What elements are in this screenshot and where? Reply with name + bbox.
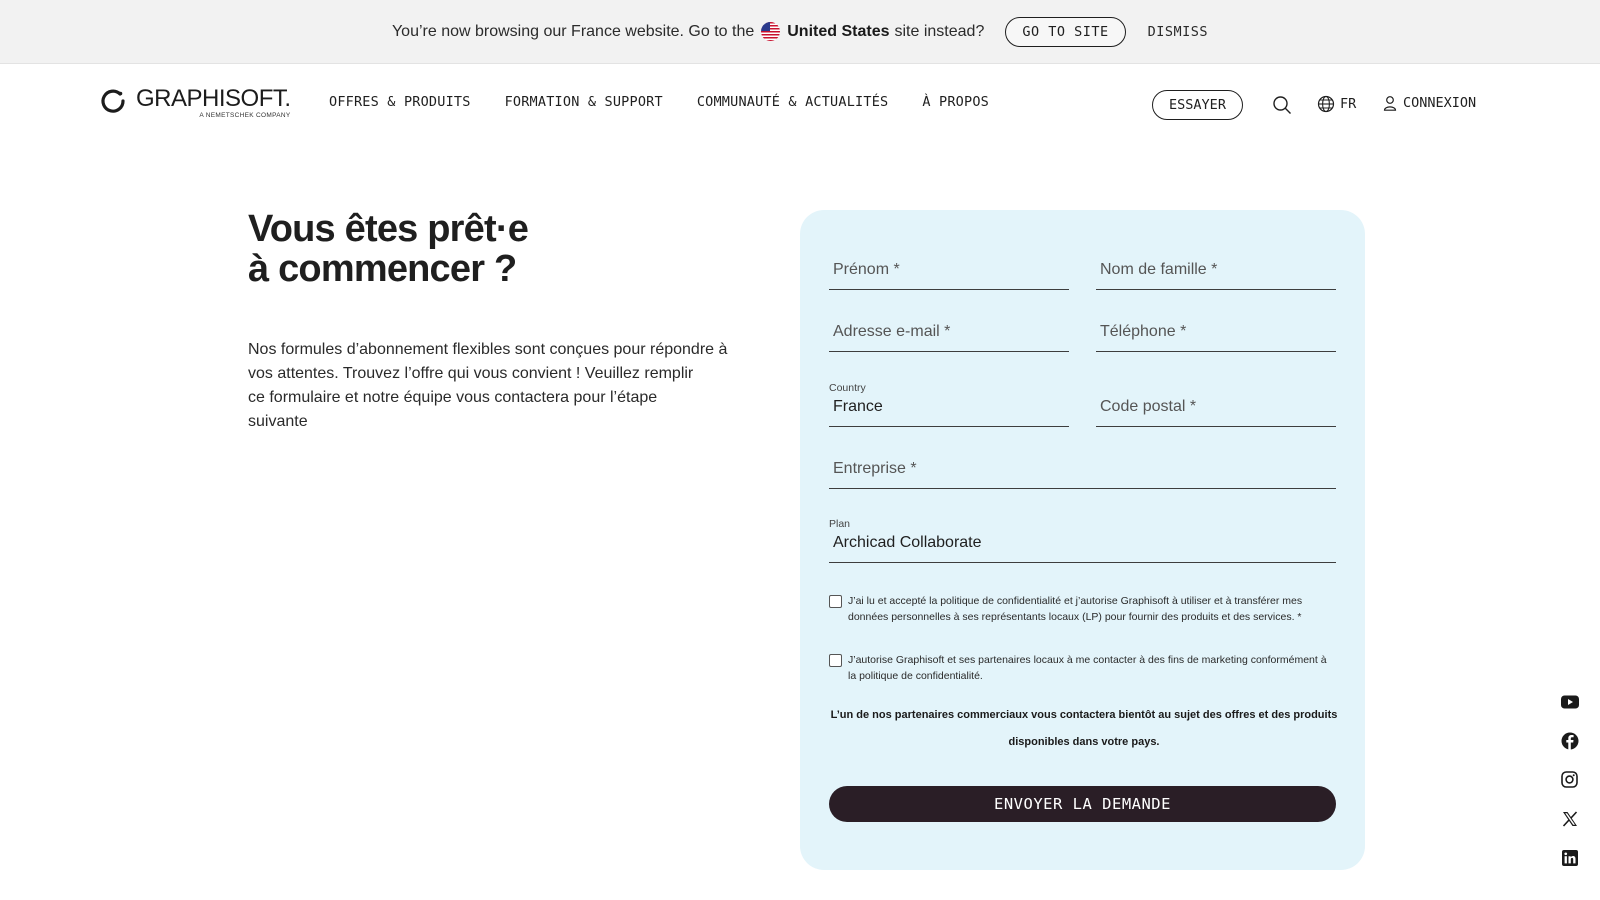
marketing-consent-checkbox[interactable] [829, 654, 842, 667]
page-title-line-1: Vous êtes prêt·e [248, 208, 529, 250]
menu-a-propos[interactable]: À PROPOS [922, 94, 989, 110]
submit-button[interactable]: ENVOYER LA DEMANDE [829, 786, 1336, 822]
search-icon[interactable] [1272, 95, 1292, 115]
banner-message [392, 22, 984, 41]
x-icon[interactable] [1560, 809, 1579, 828]
phone-field[interactable] [1096, 310, 1336, 352]
login-link[interactable] [1383, 95, 1476, 111]
last-name-field[interactable] [1096, 248, 1336, 290]
marketing-consent-text [848, 652, 1334, 684]
menu-offres-produits[interactable]: OFFRES & PRODUITS [329, 94, 471, 110]
country-select[interactable] [829, 382, 1069, 427]
contact-form [800, 210, 1365, 870]
plan-label: Plan [829, 518, 851, 530]
marketing-consent [829, 652, 1334, 684]
intro-line-2: vos attentes. Trouvez l’offre qui vous convient ! Veuillez remplir [248, 365, 694, 382]
privacy-consent-checkbox[interactable] [829, 595, 842, 608]
graphisoft-logo[interactable] [100, 87, 291, 119]
banner-country: United States [787, 22, 890, 40]
language-selector[interactable] [1317, 95, 1356, 113]
postal-code-placeholder: Code postal * [1100, 398, 1197, 415]
privacy-consent-line-1: J’ai lu et accepté la politique de confidentialité et j’autorise Graphisoft à utiliser et à transférer mes [848, 595, 1303, 607]
menu-communaute-actualites[interactable]: COMMUNAUTÉ & ACTUALITÉS [696, 94, 889, 110]
first-name-placeholder: Prénom * [833, 261, 900, 278]
partner-note-line-2: disponibles dans votre pays. [1008, 736, 1160, 748]
logo-mark-icon [100, 88, 126, 114]
privacy-consent-line-2: données personnelles à ses représentants locaux (LP) pour fournir des produits et des services. * [848, 611, 1302, 623]
page-title-line-2: à commencer ? [248, 248, 517, 290]
privacy-consent [829, 593, 1334, 625]
facebook-icon[interactable] [1560, 731, 1579, 750]
marketing-consent-line-1: J’autorise Graphisoft et ses partenaires locaux à me contacter à des fins de marketing conformément à [848, 654, 1327, 666]
intro-line-1: Nos formules d’abonnement flexibles sont conçues pour répondre à [248, 341, 728, 358]
privacy-consent-text [848, 593, 1334, 625]
partner-contact-note [829, 702, 1339, 756]
postal-code-field[interactable] [1096, 385, 1336, 427]
user-icon [1383, 95, 1397, 111]
email-placeholder: Adresse e-mail * [833, 323, 951, 340]
try-button[interactable]: ESSAYER [1152, 90, 1243, 120]
marketing-consent-line-2: la politique de confidentialité. [848, 670, 983, 682]
instagram-icon[interactable] [1560, 770, 1579, 789]
first-name-field[interactable] [829, 248, 1069, 290]
logo-name: GRAPHISOFT. [136, 85, 291, 112]
country-value: France [833, 398, 883, 415]
last-name-placeholder: Nom de famille * [1100, 261, 1218, 278]
go-to-site-button[interactable]: GO TO SITE [1005, 17, 1125, 47]
social-links [1560, 692, 1579, 867]
plan-value: Archicad Collaborate [833, 534, 982, 551]
logo-subtitle: A NEMETSCHEK COMPANY [199, 112, 291, 119]
main-menu [329, 94, 989, 110]
company-field[interactable] [829, 447, 1336, 489]
banner-text-before: You’re now browsing our France website. Go to the [391, 22, 755, 40]
linkedin-icon[interactable] [1560, 848, 1579, 867]
company-placeholder: Entreprise * [833, 460, 917, 477]
youtube-icon[interactable] [1560, 692, 1579, 711]
us-flag-icon [761, 22, 780, 41]
dismiss-button[interactable]: DISMISS [1147, 23, 1209, 40]
login-label: CONNEXION [1403, 95, 1477, 111]
globe-icon [1317, 95, 1335, 113]
region-banner [0, 0, 1600, 64]
phone-placeholder: Téléphone * [1100, 323, 1187, 340]
country-label: Country [829, 382, 866, 394]
intro-line-3: ce formulaire et notre équipe vous contactera pour l’étape [248, 389, 658, 406]
main-nav [0, 64, 1600, 144]
menu-formation-support[interactable]: FORMATION & SUPPORT [504, 94, 663, 110]
language-label: FR [1340, 96, 1357, 112]
intro-paragraph [248, 338, 748, 434]
intro-line-4: suivante [248, 413, 308, 430]
page-title [248, 209, 668, 289]
email-field[interactable] [829, 310, 1069, 352]
banner-text-after: site instead? [894, 22, 985, 40]
partner-note-line-1: L’un de nos partenaires commerciaux vous contactera bientôt au sujet des offres et des produits [830, 709, 1338, 721]
plan-select[interactable] [829, 518, 1336, 563]
